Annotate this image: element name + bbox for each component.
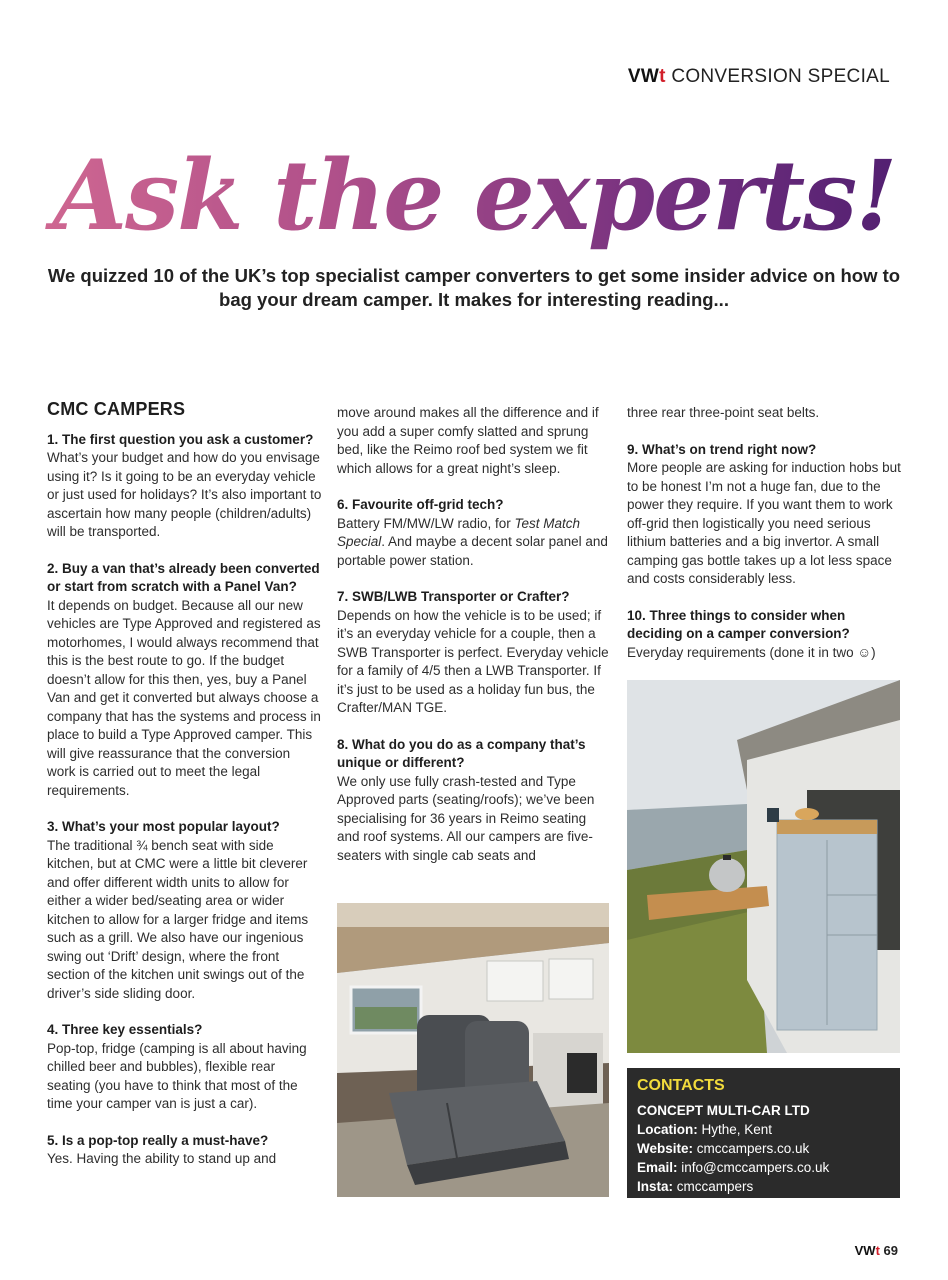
question: 9. What’s on trend right now? [627, 441, 817, 457]
qa-item [627, 441, 902, 589]
column-1 [47, 400, 322, 1187]
qa-item [47, 1021, 322, 1114]
answer: Depends on how the vehicle is to be used; if it’s an everyday vehicle for a couple, then a SWB Transporter is perfect. Everyday vehicle for a family of 4/5 then a LWB Transporter. If it’s just to be used as a holiday fun bus, the Crafter/MAN TGE. [337, 607, 609, 715]
column-2 [337, 404, 612, 883]
column-3 [627, 404, 902, 680]
answer-continuation: three rear three-point seat belts. [627, 405, 820, 420]
answer: More people are asking for induction hobs but to be honest I’m not a huge fan, due to the power they require. If you want them to work off-grid then logistically you need serious lithium batteries and a big invertor. A small camping gas bottle takes up a lot less space and costs considerably less. [627, 460, 901, 586]
location-value: Hythe, Kent [701, 1122, 773, 1137]
contacts-heading: CONTACTS [637, 1077, 725, 1094]
question: 3. What’s your most popular layout? [47, 819, 280, 834]
answer: Pop-top, fridge (camping is all about having chilled beer and bubbles), flexible rear seating (you have to think that most of the time your camper van is just a car). [47, 1040, 307, 1111]
qa-item [47, 560, 322, 801]
section-label: CONVERSION SPECIAL [671, 66, 890, 87]
qa-item [627, 607, 902, 663]
qa-item [337, 588, 612, 718]
interior-photo [337, 903, 609, 1197]
website-label: Website: [637, 1141, 694, 1156]
brand-t: t [659, 66, 666, 87]
contacts-website [637, 1139, 890, 1158]
qa-item [47, 1132, 322, 1169]
question: 5. Is a pop-top really a must-have? [47, 1132, 269, 1148]
section-header [628, 66, 890, 88]
answer-text: . And maybe a decent solar panel and portable power station. [337, 534, 608, 568]
folio-brand-t: t [875, 1243, 880, 1258]
contacts-box [627, 1068, 900, 1198]
answer: We only use fully crash-tested and Type Approved parts (seating/roofs); we’ve been specialising for 36 years in Reimo seating and roof systems. All our campers are five-seaters with single cab seats and [337, 773, 595, 863]
company-heading: CMC CAMPERS [47, 399, 186, 419]
folio-brand-vw: VW [854, 1243, 876, 1258]
website-link[interactable]: cmccampers.co.uk [696, 1141, 810, 1156]
question: 6. Favourite off-grid tech? [337, 497, 504, 512]
page-title: Ask the experts! [0, 138, 948, 253]
qa-item [47, 431, 322, 542]
email-link[interactable]: info@cmccampers.co.uk [681, 1160, 830, 1175]
page-number: 69 [883, 1243, 898, 1258]
insta-label: Insta: [637, 1179, 674, 1194]
answer: Everyday requirements (done it in two ☺) [627, 644, 876, 660]
contacts-company [637, 1101, 890, 1120]
programme-title: Test Match Special [337, 515, 581, 549]
standfirst: We quizzed 10 of the UK’s top specialist camper converters to get some insider advice on how to bag your dream camper. It makes for interesting reading... [47, 265, 901, 310]
question: 8. What do you do as a company that’s unique or different? [337, 736, 586, 770]
answer-continuation: move around makes all the difference and if you add a super comfy slatted and sprung bed, like the Reimo roof bed system we fit which allows for a great night’s sleep. [337, 405, 599, 476]
answer: Yes. Having the ability to stand up and [47, 1151, 277, 1166]
question: 2. Buy a van that’s already been converted or start from scratch with a Panel Van? [47, 560, 320, 594]
answer-text: Battery FM/MW/LW radio, for [337, 515, 515, 531]
question: 1. The first question you ask a customer? [47, 431, 314, 447]
answer: What’s your budget and how do you envisage using it? Is it going to be an everyday vehicle or just used for holidays? It’s also important to ascertain how many people (children/adults) will be transported. [47, 450, 322, 539]
answer: It depends on budget. Because all our new vehicles are Type Approved and registered as motorhomes, I would always recommend that this is the best route to go. If the budget doesn’t allow for this then, yes, buy a Panel Van and get it converted but always choose a company that has the systems and process in place to build a Type Approved camper. This will give reassurance that the conversion work is carried out to meet the legal requirements. [47, 597, 321, 798]
question: 10. Three things to consider when deciding on a camper conversion? [627, 607, 850, 641]
question: 4. Three key essentials? [47, 1022, 203, 1037]
qa-item [337, 736, 612, 866]
qa-item [47, 818, 322, 1003]
insta-handle[interactable]: cmccampers [676, 1179, 754, 1194]
exterior-photo [627, 680, 900, 1053]
contacts-location [637, 1120, 890, 1139]
email-label: Email: [637, 1160, 678, 1175]
qa-item [337, 496, 612, 570]
answer: The traditional ¾ bench seat with side kitchen, but at CMC were a little bit cleverer and offer different width units to allow for either a wider bed/seating area or wider kitchen to allow for a larger fridge and items such as a grill. We also have our ingenious swing out ‘Drift’ design, where the front section of the kitchen unit swings out of the driver’s side sliding door. [47, 837, 309, 1001]
answer [337, 515, 612, 571]
question: 7. SWB/LWB Transporter or Crafter? [337, 589, 570, 604]
company-name: CONCEPT MULTI-CAR LTD [637, 1103, 810, 1118]
contacts-insta [637, 1177, 890, 1196]
brand-vw: VW [627, 66, 660, 87]
page-folio [855, 1243, 898, 1258]
location-label: Location: [637, 1122, 698, 1137]
contacts-email [637, 1158, 890, 1177]
